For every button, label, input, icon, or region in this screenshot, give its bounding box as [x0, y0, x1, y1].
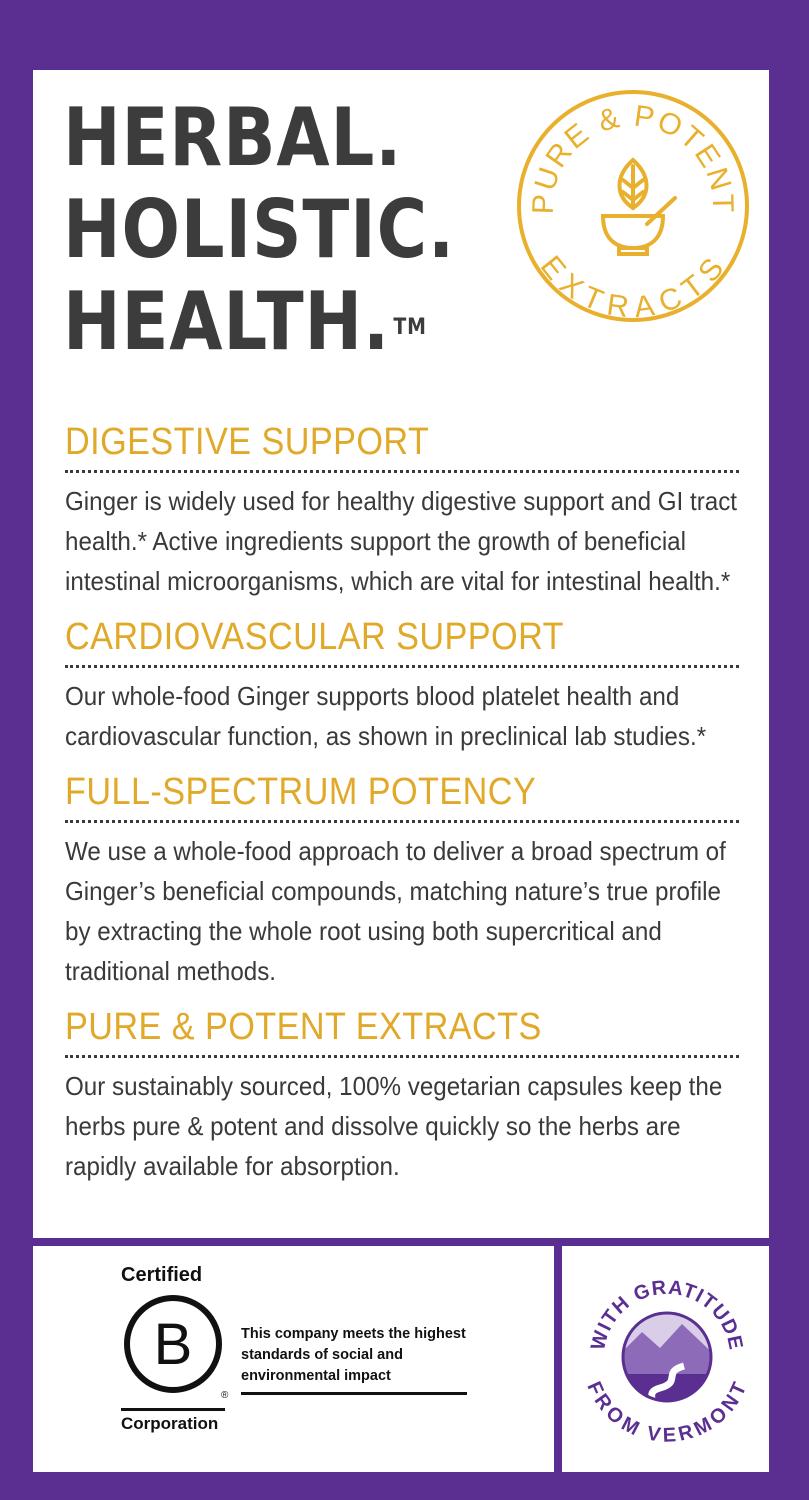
dotted-divider — [65, 470, 739, 473]
vermont-seal — [572, 1262, 762, 1452]
vermont-panel — [562, 1246, 769, 1472]
dotted-divider — [65, 665, 739, 668]
section-digestive — [65, 420, 745, 601]
bcorp-statement-rule — [241, 1392, 467, 1395]
b-corp-logo-icon — [121, 1292, 231, 1402]
vermont-top-textpath: WITH GRATITUDE — [587, 1276, 747, 1353]
dotted-divider — [65, 820, 739, 823]
section-pure-potent — [65, 1005, 745, 1186]
bcorp-certified-label: Certified — [121, 1264, 203, 1286]
section-title: PURE & POTENT EXTRACTS — [65, 1006, 542, 1048]
section-title: FULL-SPECTRUM POTENCY — [65, 771, 537, 813]
section-cardiovascular — [65, 615, 745, 756]
trademark-symbol: TM — [393, 315, 427, 340]
seal-top-textpath: PURE & POTENT — [526, 99, 740, 215]
bcorp-underline — [121, 1408, 225, 1411]
section-body: Our whole-food Ginger supports blood platelet health and cardiovascular function, as shown in preclinical lab studies.* — [65, 681, 707, 751]
section-body: Ginger is widely used for healthy digestive support and GI tract health.* Active ingredients support the growth of beneficial intestinal microorganisms, which are vital for intestinal health.* — [65, 486, 738, 596]
section-full-spectrum — [65, 770, 745, 991]
headline-line-3-text: HEALTH. — [63, 275, 390, 368]
bcorp-statement: This company meets the highest standards of social and environmental impact — [241, 1326, 466, 1384]
main-panel — [33, 70, 769, 1238]
vermont-bottom-textpath: FROM VERMONT — [582, 1378, 752, 1447]
mortar-pestle-leaf-icon — [603, 160, 675, 254]
dotted-divider — [65, 1055, 739, 1058]
section-title: CARDIOVASCULAR SUPPORT — [65, 616, 564, 658]
section-body: We use a whole-food approach to deliver a broad spectrum of Ginger’s beneficial compounds, matching nature’s true profile by extracting the whole root using both supercritical and traditional methods. — [65, 836, 726, 986]
headline-line-1: HERBAL. — [63, 91, 403, 184]
section-body: Our sustainably sourced, 100% vegetarian capsules keep the herbs pure & potent and dissolve quickly so the herbs are rapidly available for absorption. — [65, 1071, 723, 1181]
headline-line-2: HOLISTIC. — [63, 183, 455, 276]
seal-bottom-textpath: EXTRACTS — [533, 249, 733, 324]
bcorp-letter: B — [153, 1312, 193, 1377]
svg-text:®: ® — [221, 1390, 229, 1401]
headline — [63, 92, 455, 368]
mountain-river-icon — [612, 1313, 722, 1412]
bcorp-corporation-label: Corporation — [121, 1414, 219, 1433]
seal-bottom-text — [534, 250, 732, 324]
bcorp-panel — [33, 1246, 554, 1472]
benefit-sections — [65, 420, 745, 1200]
headline-line-3 — [63, 276, 455, 368]
pure-potent-seal — [515, 88, 751, 324]
section-title: DIGESTIVE SUPPORT — [65, 421, 430, 463]
